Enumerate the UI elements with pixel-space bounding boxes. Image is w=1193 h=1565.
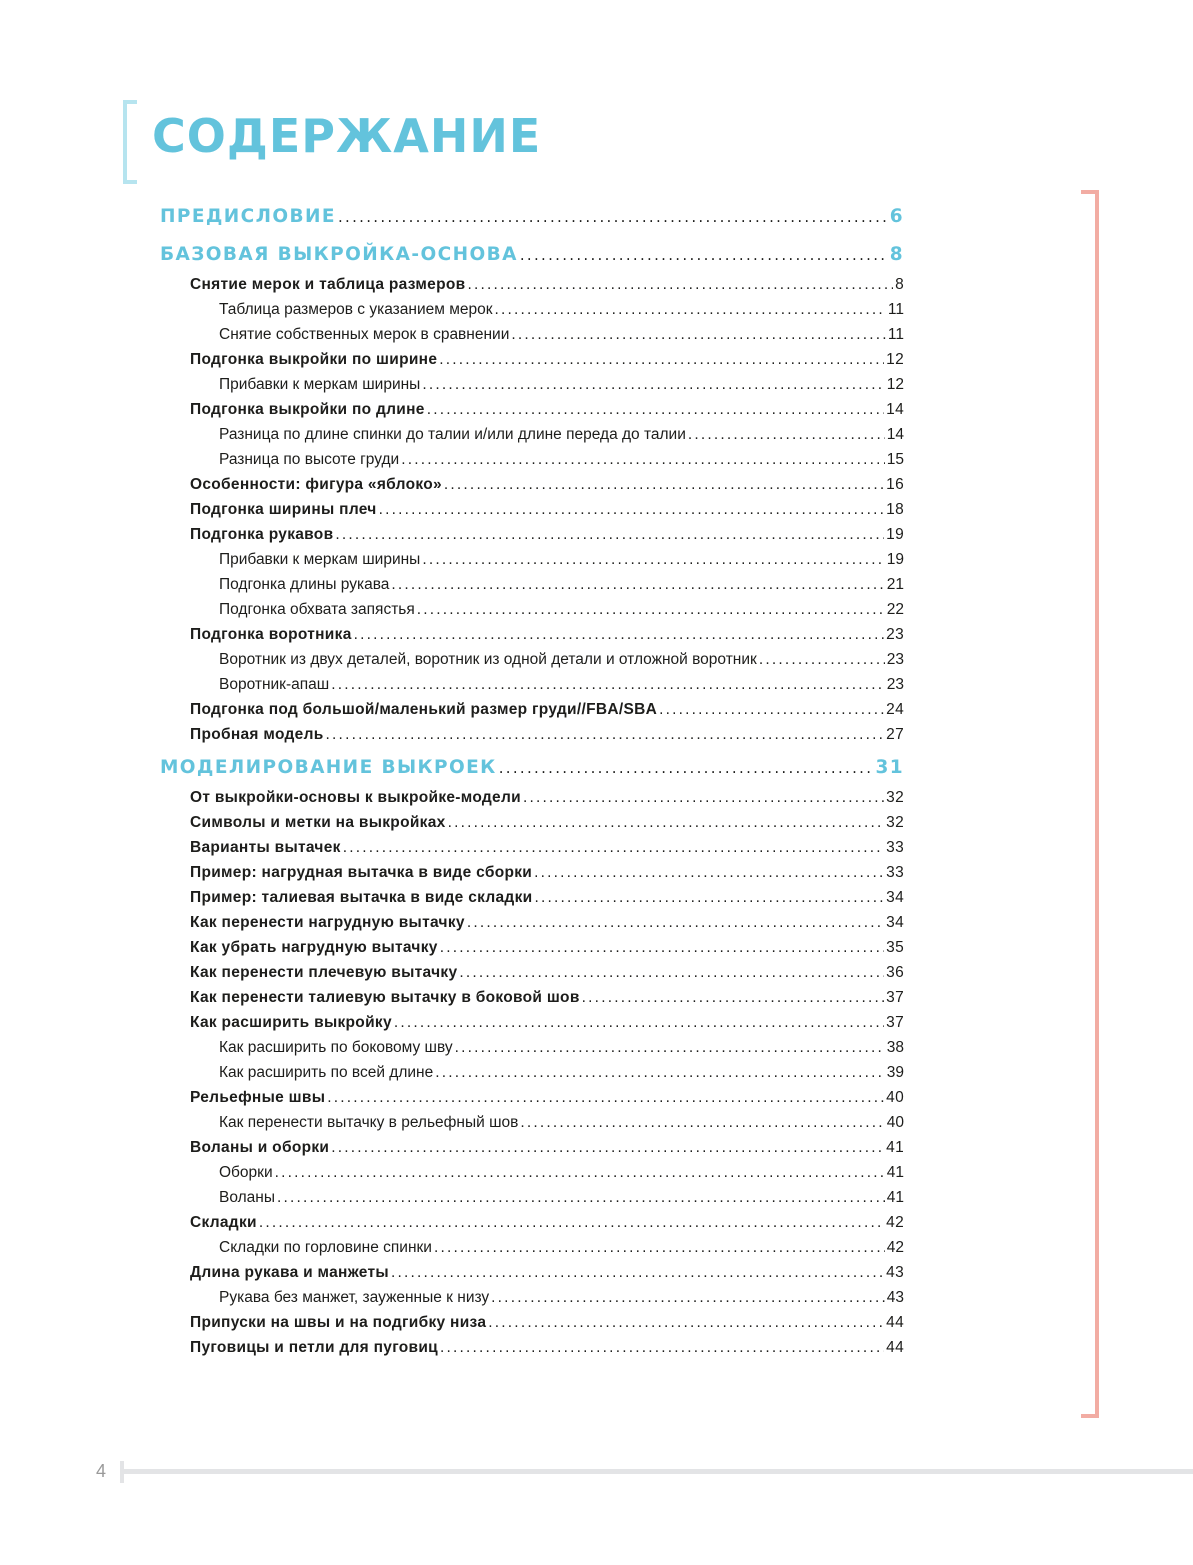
toc-dot-leader <box>467 910 884 935</box>
toc-page-number: 23 <box>886 651 904 668</box>
toc-entry-title: Подгонка рукавов <box>190 526 334 543</box>
toc-page-number: 21 <box>886 576 904 593</box>
toc-section[interactable] <box>160 810 904 835</box>
toc-dot-leader <box>379 497 885 522</box>
toc-entry-title: Прибавки к меркам ширины <box>219 551 421 568</box>
toc-section[interactable] <box>160 272 904 297</box>
toc-entry-title: Складки <box>190 1214 257 1231</box>
toc-dot-leader <box>523 785 884 810</box>
toc-entry-title: Подгонка воротника <box>190 626 352 643</box>
toc-page-number: 11 <box>887 301 904 318</box>
toc-page-number: 40 <box>886 1114 904 1131</box>
toc-subsection[interactable] <box>160 572 904 597</box>
toc-page-number: 33 <box>886 864 904 881</box>
toc-subsection[interactable] <box>160 297 904 322</box>
toc-page-number: 11 <box>887 326 904 343</box>
toc-dot-leader <box>327 1085 884 1110</box>
toc-section[interactable] <box>160 785 904 810</box>
toc-page-number: 8 <box>889 244 904 265</box>
toc-page-number: 27 <box>886 726 904 743</box>
toc-dot-leader <box>417 597 885 622</box>
toc-page-number: 42 <box>886 1214 904 1231</box>
toc-subsection[interactable] <box>160 547 904 572</box>
toc-subsection[interactable] <box>160 422 904 447</box>
toc-dot-leader <box>759 647 885 672</box>
page-title: СОДЕРЖАНИЕ <box>152 109 542 163</box>
toc-page-number: 32 <box>886 789 904 806</box>
toc-dot-leader <box>391 572 884 597</box>
toc-dot-leader <box>488 1310 884 1335</box>
toc-dot-leader <box>440 935 884 960</box>
toc-entry-title: Припуски на швы и на подгибку низа <box>190 1314 487 1331</box>
toc-subsection[interactable] <box>160 1235 904 1260</box>
toc-entry-title: Особенности: фигура «яблоко» <box>190 476 442 493</box>
toc-page-number: 18 <box>886 501 904 518</box>
toc-page-number: 24 <box>886 701 904 718</box>
toc-entry-title: Как расширить выкройку <box>190 1014 392 1031</box>
toc-page-number: 19 <box>886 526 904 543</box>
toc-page-number: 23 <box>886 676 904 693</box>
toc-page-number: 22 <box>886 601 904 618</box>
toc-page-number: 35 <box>886 939 904 956</box>
toc-dot-leader <box>259 1210 884 1235</box>
toc-entry-title: Пример: нагрудная вытачка в виде сборки <box>190 864 533 881</box>
toc-section[interactable] <box>160 1335 904 1360</box>
toc-dot-leader <box>331 1135 884 1160</box>
toc-entry-title: Как расширить по боковому шву <box>219 1039 453 1056</box>
toc-page-number: 31 <box>875 757 904 778</box>
toc-entry-title: Подгонка обхвата запястья <box>219 601 415 618</box>
toc-section[interactable] <box>160 697 904 722</box>
toc-entry-title: Прибавки к меркам ширины <box>219 376 421 393</box>
toc-dot-leader <box>659 697 884 722</box>
toc-section[interactable] <box>160 985 904 1010</box>
toc-page-number: 39 <box>886 1064 904 1081</box>
toc-chapter[interactable] <box>160 200 904 234</box>
title-bracket <box>123 100 137 184</box>
toc-entry-title: Подгонка длины рукава <box>219 576 390 593</box>
toc-section[interactable] <box>160 885 904 910</box>
toc-subsection[interactable] <box>160 1285 904 1310</box>
toc-dot-leader <box>582 985 884 1010</box>
toc-section[interactable] <box>160 1260 904 1285</box>
toc-chapter[interactable] <box>160 751 904 785</box>
toc-dot-leader <box>459 960 884 985</box>
toc-dot-leader <box>511 322 886 347</box>
toc-entry-title: Таблица размеров с указанием мерок <box>219 301 493 318</box>
toc-dot-leader <box>448 810 885 835</box>
toc-entry-title: Воротник-апаш <box>219 676 330 693</box>
toc-entry-title: Снятие собственных мерок в сравнении <box>219 326 510 343</box>
toc-entry-title: От выкройки-основы к выкройке-модели <box>190 789 521 806</box>
toc-page-number: 12 <box>886 376 904 393</box>
toc-section[interactable] <box>160 1210 904 1235</box>
toc-subsection[interactable] <box>160 322 904 347</box>
toc-dot-leader <box>331 672 885 697</box>
toc-entry-title: ПРЕДИСЛОВИЕ <box>160 206 336 227</box>
toc-entry-title: Подгонка ширины плеч <box>190 501 377 518</box>
toc-page-number: 33 <box>886 839 904 856</box>
toc-section[interactable] <box>160 522 904 547</box>
toc-entry-title: Пример: талиевая вытачка в виде складки <box>190 889 533 906</box>
toc-entry-title: Подгонка выкройки по ширине <box>190 351 438 368</box>
toc-subsection[interactable] <box>160 1060 904 1085</box>
side-bracket <box>1081 190 1099 1418</box>
toc-page-number: 8 <box>895 276 904 293</box>
toc-section[interactable] <box>160 472 904 497</box>
toc-section[interactable] <box>160 960 904 985</box>
toc-entry-title: МОДЕЛИРОВАНИЕ ВЫКРОЕК <box>160 757 497 778</box>
toc-entry-title: Символы и метки на выкройках <box>190 814 446 831</box>
toc-page-number: 41 <box>886 1189 904 1206</box>
toc-dot-leader <box>435 1060 885 1085</box>
toc-page-number: 16 <box>886 476 904 493</box>
toc-subsection[interactable] <box>160 1035 904 1060</box>
toc-dot-leader <box>534 885 884 910</box>
toc-entry-title: Варианты вытачек <box>190 839 341 856</box>
toc-page-number: 43 <box>886 1289 904 1306</box>
toc-entry-title: Длина рукава и манжеты <box>190 1264 389 1281</box>
toc-dot-leader <box>401 447 885 472</box>
toc-section[interactable] <box>160 397 904 422</box>
toc-section[interactable] <box>160 497 904 522</box>
toc-page-number: 6 <box>889 206 904 227</box>
page-number: 4 <box>96 1461 107 1481</box>
toc-entry-title: Подгонка под большой/маленький размер груди//FBA/SBA <box>190 701 658 718</box>
toc-page-number: 23 <box>886 626 904 643</box>
toc-dot-leader <box>394 1010 884 1035</box>
toc-entry-title: Как убрать нагрудную вытачку <box>190 939 438 956</box>
toc-dot-leader <box>495 297 886 322</box>
toc-dot-leader <box>422 372 884 397</box>
toc-subsection[interactable] <box>160 597 904 622</box>
toc-entry-title: Как перенести нагрудную вытачку <box>190 914 465 931</box>
toc-entry-title: Пробная модель <box>190 726 324 743</box>
toc-page-number: 14 <box>886 401 904 418</box>
toc-page-number: 38 <box>886 1039 904 1056</box>
toc-dot-leader <box>520 1110 884 1135</box>
toc-dot-leader <box>440 1335 884 1360</box>
toc-dot-leader <box>534 860 884 885</box>
toc-dot-leader <box>434 1235 885 1260</box>
toc-dot-leader <box>326 722 885 747</box>
toc-dot-leader <box>439 347 884 372</box>
toc-entry-title: Подгонка выкройки по длине <box>190 401 425 418</box>
toc-section[interactable] <box>160 1135 904 1160</box>
toc-page-number: 44 <box>886 1314 904 1331</box>
toc-entry-title: Рукава без манжет, зауженные к низу <box>219 1289 490 1306</box>
toc-entry-title: Рельефные швы <box>190 1089 326 1106</box>
toc-section[interactable] <box>160 910 904 935</box>
toc-dot-leader <box>427 397 884 422</box>
toc-entry-title: Оборки <box>219 1164 273 1181</box>
toc-dot-leader <box>422 547 884 572</box>
toc-dot-leader <box>335 522 884 547</box>
toc-page-number: 43 <box>886 1264 904 1281</box>
toc-subsection[interactable] <box>160 447 904 472</box>
toc-page-number: 41 <box>886 1164 904 1181</box>
toc-entry-title: Как перенести талиевую вытачку в боковой шов <box>190 989 580 1006</box>
toc-entry-title: Как перенести плечевую вытачку <box>190 964 458 981</box>
toc-page-number: 37 <box>886 1014 904 1031</box>
toc-entry-title: Разница по высоте груди <box>219 451 400 468</box>
toc-entry-title: Воланы и оборки <box>190 1139 330 1156</box>
toc-dot-leader <box>467 272 893 297</box>
toc-section[interactable] <box>160 1085 904 1110</box>
toc-dot-leader <box>275 1160 885 1185</box>
toc-section[interactable] <box>160 1310 904 1335</box>
toc-dot-leader <box>520 238 888 272</box>
toc-dot-leader <box>343 835 884 860</box>
toc-page-number: 41 <box>886 1139 904 1156</box>
toc-entry-title: Воротник из двух деталей, воротник из одной детали и отложной воротник <box>219 651 757 668</box>
toc-chapter[interactable] <box>160 238 904 272</box>
toc-section[interactable] <box>160 722 904 747</box>
toc-dot-leader <box>455 1035 885 1060</box>
toc-entry-title: Пуговицы и петли для пуговиц <box>190 1339 439 1356</box>
table-of-contents <box>160 200 904 1360</box>
toc-page-number: 14 <box>886 426 904 443</box>
toc-subsection[interactable] <box>160 647 904 672</box>
toc-dot-leader <box>277 1185 885 1210</box>
footer-rule <box>124 1469 1193 1474</box>
toc-entry-title: Снятие мерок и таблица размеров <box>190 276 466 293</box>
toc-page-number: 32 <box>886 814 904 831</box>
toc-entry-title: Разница по длине спинки до талии и/или длине переда до талии <box>219 426 686 443</box>
toc-dot-leader <box>491 1285 885 1310</box>
toc-entry-title: Воланы <box>219 1189 275 1206</box>
toc-page-number: 37 <box>886 989 904 1006</box>
toc-subsection[interactable] <box>160 672 904 697</box>
toc-dot-leader <box>499 751 874 785</box>
toc-section[interactable] <box>160 860 904 885</box>
toc-section[interactable] <box>160 1010 904 1035</box>
toc-dot-leader <box>688 422 885 447</box>
toc-subsection[interactable] <box>160 1110 904 1135</box>
toc-subsection[interactable] <box>160 372 904 397</box>
toc-page-number: 42 <box>886 1239 904 1256</box>
toc-entry-title: Как перенести вытачку в рельефный шов <box>219 1114 519 1131</box>
toc-section[interactable] <box>160 935 904 960</box>
toc-dot-leader <box>354 622 885 647</box>
toc-section[interactable] <box>160 347 904 372</box>
toc-page-number: 36 <box>886 964 904 981</box>
toc-entry-title: Складки по горловине спинки <box>219 1239 432 1256</box>
toc-section[interactable] <box>160 835 904 860</box>
toc-section[interactable] <box>160 622 904 647</box>
toc-page-number: 34 <box>886 914 904 931</box>
toc-page-number: 34 <box>886 889 904 906</box>
toc-page-number: 40 <box>886 1089 904 1106</box>
toc-page-number: 44 <box>886 1339 904 1356</box>
toc-page-number: 15 <box>886 451 904 468</box>
toc-subsection[interactable] <box>160 1160 904 1185</box>
toc-page-number: 12 <box>886 351 904 368</box>
toc-subsection[interactable] <box>160 1185 904 1210</box>
toc-dot-leader <box>338 200 888 234</box>
toc-dot-leader <box>391 1260 884 1285</box>
toc-page-number: 19 <box>886 551 904 568</box>
toc-dot-leader <box>444 472 884 497</box>
toc-entry-title: БАЗОВАЯ ВЫКРОЙКА-ОСНОВА <box>160 244 518 265</box>
toc-entry-title: Как расширить по всей длине <box>219 1064 434 1081</box>
